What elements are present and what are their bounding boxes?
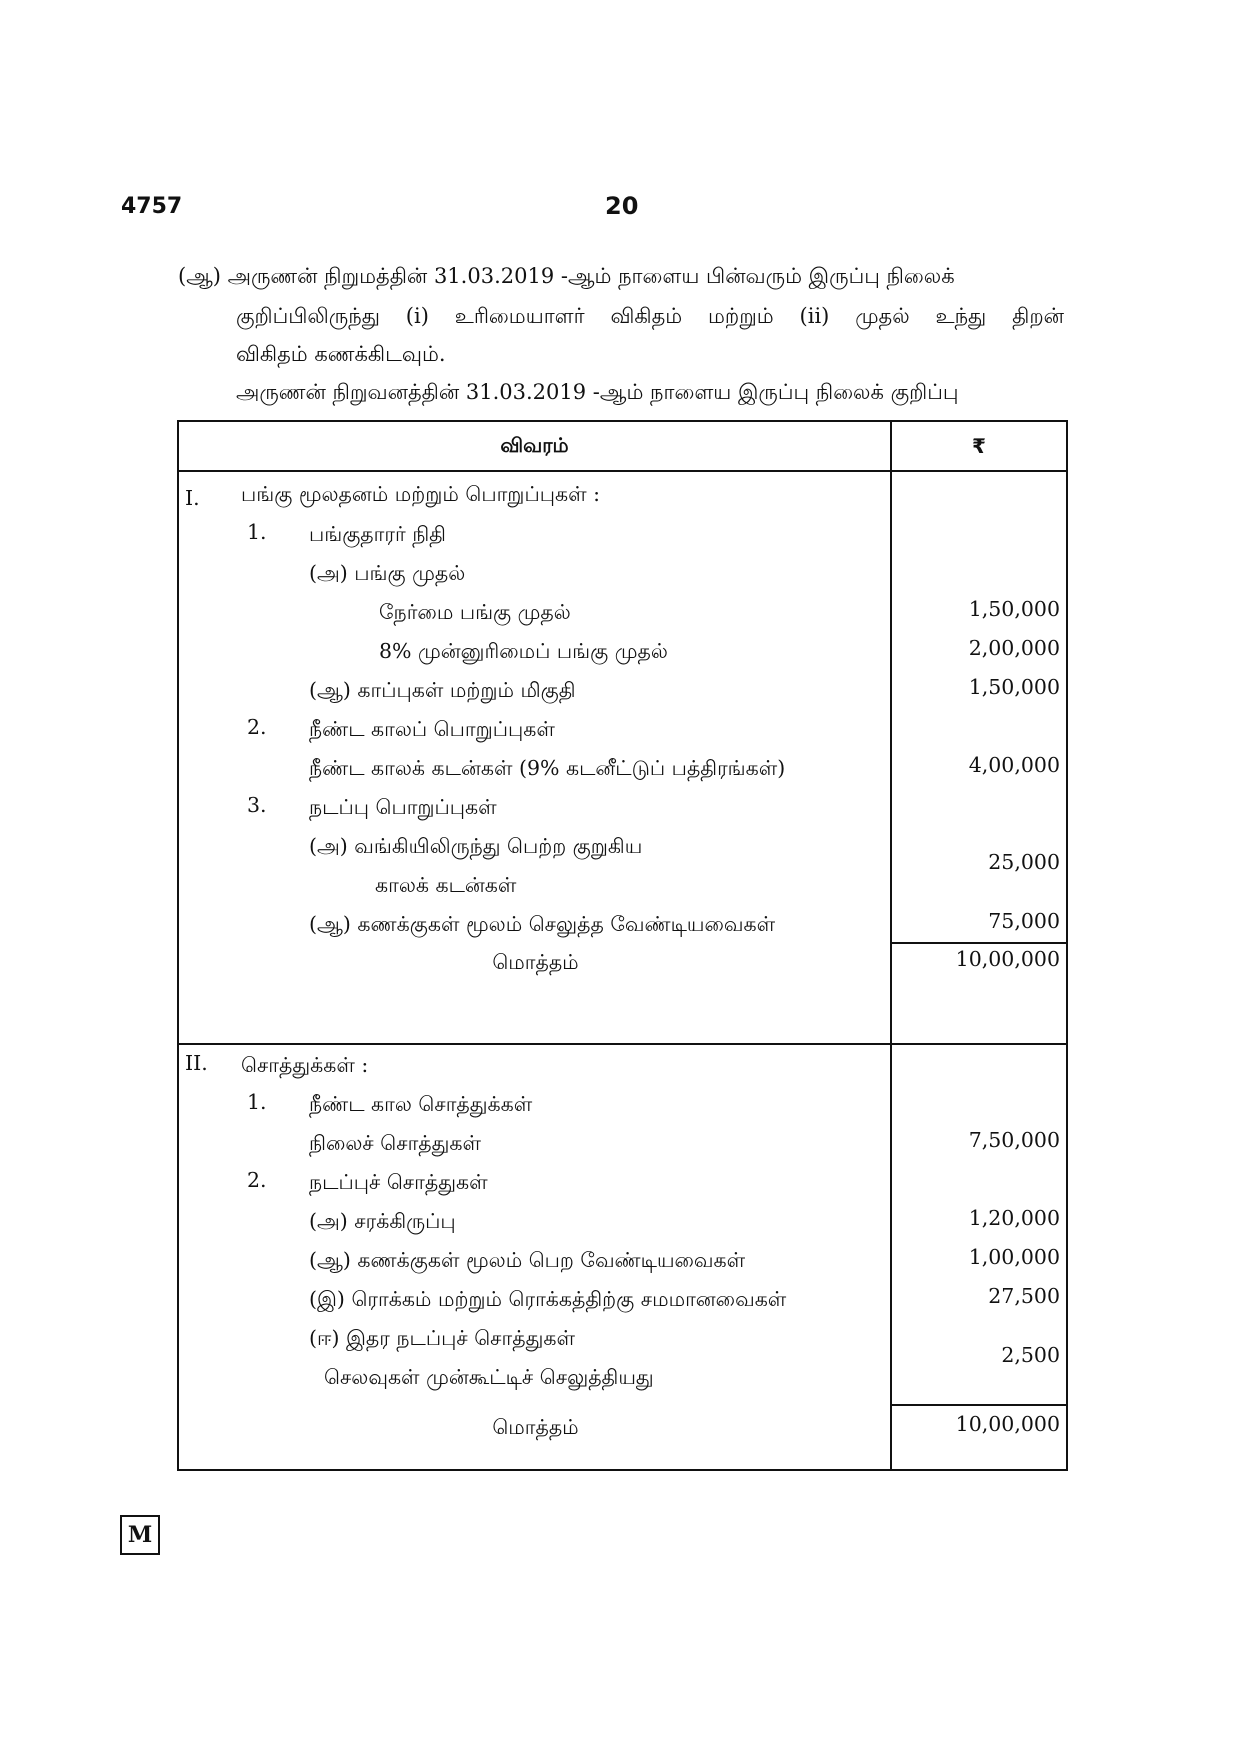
list-item: நீண்ட காலப் பொறுப்புகள் [309,717,555,741]
particulars-header: விவரம் [178,421,891,471]
item-number: 3. [247,793,267,817]
amount-value: 4,00,000 [968,753,1060,777]
section-heading: சொத்துக்கள் : [241,1053,369,1077]
section-heading: பங்கு மூலதனம் மற்றும் பொறுப்புகள் : [241,482,600,506]
total-amount: 10,00,000 [955,1412,1060,1436]
amount-value: 7,50,000 [968,1128,1060,1152]
balance-sheet-title: அருணன் நிறுவனத்தின் 31.03.2019 -ஆம் நாளைய இருப்பு நிலைக் குறிப்பு [236,380,959,404]
list-item: பங்குதாரர் நிதி [309,522,446,546]
total-label: மொத்தம் [492,950,579,974]
list-item: நடப்பு பொறுப்புகள் [309,795,497,819]
assets-section [178,1044,1067,1470]
assets-amounts [891,1044,1067,1470]
liabilities-section [178,471,1067,1044]
amount-value: 2,00,000 [968,636,1060,660]
list-item: (ஈ) இதர நடப்புச் சொத்துகள் [309,1326,575,1350]
liabilities-amounts [891,471,1067,1044]
total-rule [892,942,1066,944]
total-label: மொத்தம் [492,1415,579,1439]
amount-header: ₹ [891,421,1067,471]
amount-value: 25,000 [988,850,1060,874]
list-item: (அ) பங்கு முதல் [309,561,466,585]
question-line-2: குறிப்பிலிருந்து (i) உரிமையாளர் விகிதம் மற்றும் (ii) முதல் உந்து திறன் [236,304,1064,328]
amount-value: 1,00,000 [968,1245,1060,1269]
section-roman: II. [185,1051,208,1075]
list-item: 8% முன்னுரிமைப் பங்கு முதல் [379,639,668,663]
amount-value: 1,50,000 [968,597,1060,621]
medium-mark-box: M [120,1515,160,1555]
item-number: 2. [247,1168,267,1192]
section-roman: I. [185,486,200,510]
question-paper-code: 4757 [121,194,183,219]
list-item: நீண்ட கால சொத்துக்கள் [309,1092,533,1116]
total-amount: 10,00,000 [955,947,1060,971]
liabilities-particulars [178,471,891,1044]
item-number: 1. [247,520,267,544]
item-number: 1. [247,1090,267,1114]
table-header-row [178,421,1067,471]
list-item: நேர்மை பங்கு முதல் [379,600,571,624]
list-item: நிலைச் சொத்துகள் [309,1131,482,1155]
amount-value: 27,500 [988,1284,1060,1308]
list-item: (ஆ) காப்புகள் மற்றும் மிகுதி [309,678,576,702]
list-item: செலவுகள் முன்கூட்டிச் செலுத்தியது [324,1365,654,1389]
list-item: காலக் கடன்கள் [375,873,517,897]
item-number: 2. [247,715,267,739]
list-item: (இ) ரொக்கம் மற்றும் ரொக்கத்திற்கு சமமானவைகள் [309,1287,787,1311]
assets-particulars [178,1044,891,1470]
list-item: நடப்புச் சொத்துகள் [309,1170,488,1194]
amount-value: 75,000 [988,909,1060,933]
question-line-3: விகிதம் கணக்கிடவும். [236,342,446,366]
amount-value: 1,50,000 [968,675,1060,699]
total-rule [892,1404,1066,1406]
list-item: நீண்ட காலக் கடன்கள் (9% கடனீட்டுப் பத்திரங்கள்) [309,756,786,780]
balance-sheet-table [177,420,1068,1471]
question-line-1: (ஆ) அருணன் நிறுமத்தின் 31.03.2019 -ஆம் நாளைய பின்வரும் இருப்பு நிலைக் [178,264,955,288]
list-item: (அ) சரக்கிருப்பு [309,1209,456,1233]
list-item: (அ) வங்கியிலிருந்து பெற்ற குறுகிய [309,834,643,858]
list-item: (ஆ) கணக்குகள் மூலம் செலுத்த வேண்டியவைகள் [309,912,776,936]
amount-value: 2,500 [1001,1343,1060,1367]
page-number: 20 [605,192,639,220]
amount-value: 1,20,000 [968,1206,1060,1230]
list-item: (ஆ) கணக்குகள் மூலம் பெற வேண்டியவைகள் [309,1248,746,1272]
